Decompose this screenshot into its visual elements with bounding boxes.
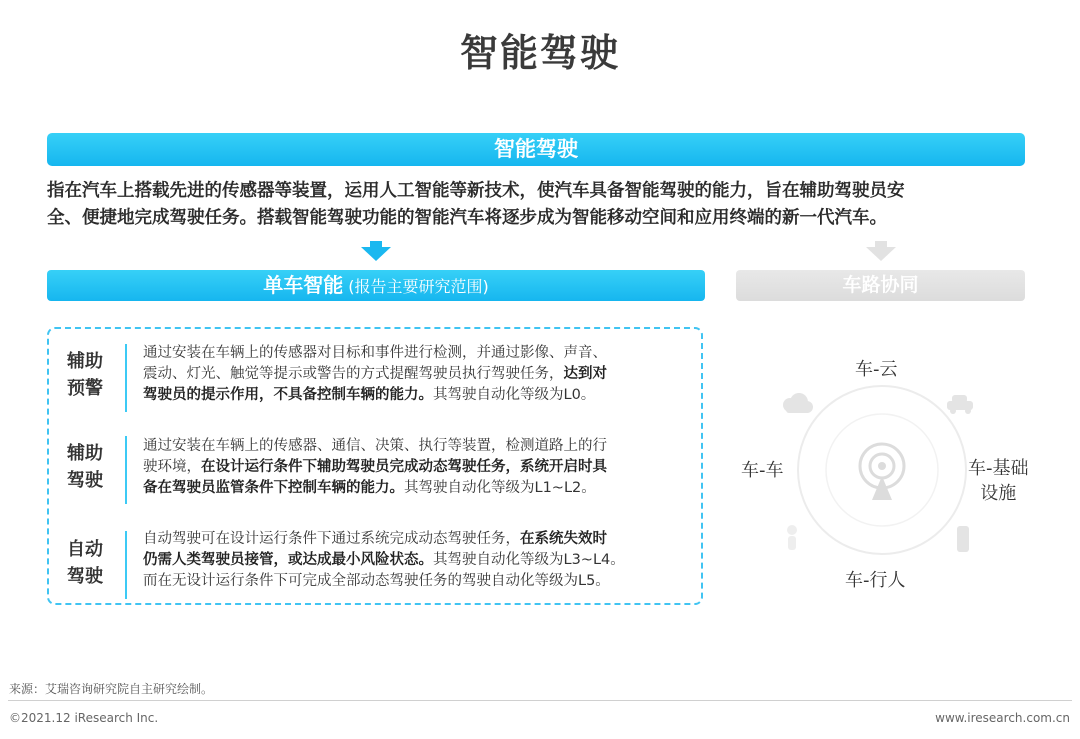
row-text-line [143, 550, 688, 571]
car-icon [947, 395, 973, 414]
signal-tower-icon [860, 444, 904, 500]
page-title: 智能驾驶 [459, 31, 620, 75]
source-note: 来源：艾瑞咨询研究院自主研究绘制。 [9, 682, 214, 696]
row-label-line: 驾驶 [67, 470, 103, 491]
row-text-line [143, 478, 688, 499]
label-vehicle-infrastructure [968, 456, 1029, 506]
vehicle-road-cooperation-banner: 车路协同 [736, 270, 1025, 301]
section-title: 单车智能 [263, 273, 344, 297]
row-text-normal: 震动、灯光、触觉等提示或警告的方式提醒驾驶员执行驾驶任务， [143, 366, 564, 382]
single-vehicle-intelligence-banner [47, 270, 705, 301]
pedestrian-icon [787, 525, 797, 550]
row-label-line: 自动 [67, 539, 103, 560]
row-text-warning [143, 343, 688, 406]
row-text-line [143, 529, 688, 550]
row-divider [125, 531, 127, 599]
row-text-line: 通过安装在车辆上的传感器、通信、决策、执行等装置，检测道路上的行 [143, 438, 607, 454]
top-banner: 智能驾驶 [47, 133, 1025, 166]
row-text-normal: 驶环境， [143, 459, 201, 475]
row-text-bold: 在系统失效时 [520, 531, 607, 547]
row-divider [125, 344, 127, 412]
website-link[interactable]: www.iresearch.com.cn [935, 711, 1070, 725]
row-text-line: 通过安装在车辆上的传感器对目标和事件进行检测，并通过影像、声音、 [143, 345, 607, 361]
footer-divider [8, 700, 1072, 701]
row-text-bold: 达到对 [563, 366, 607, 382]
description [47, 178, 1037, 232]
label-vehicle-pedestrian: 车-行人 [845, 570, 906, 591]
row-text-bold: 驾驶员的提示作用，不具备控制车辆的能力。 [143, 387, 433, 403]
section-subtitle: (报告主要研究范围) [348, 277, 489, 296]
row-text-line [143, 364, 688, 385]
row-text-autonomous [143, 529, 688, 592]
row-label-autonomous [55, 536, 115, 590]
cloud-icon [783, 393, 813, 413]
row-text-bold: 仍需人类驾驶员接管，或达成最小风险状态。 [143, 552, 433, 568]
row-label-line: 驾驶 [67, 566, 103, 587]
row-text-assist [143, 436, 688, 499]
row-text-normal: 其驾驶自动化等级为L0。 [433, 387, 596, 403]
description-line-1: 指在汽车上搭载先进的传感器等装置，运用人工智能等新技术，使汽车具备智能驾驶的能力，旨在辅助驾驶员安 [47, 181, 905, 201]
row-label-warning [55, 348, 115, 402]
description-line-2: 全、便捷地完成驾驶任务。搭载智能驾驶功能的智能汽车将逐步成为智能移动空间和应用终端的新一代汽车。 [47, 208, 887, 228]
row-text-line [143, 385, 688, 406]
down-arrow-gray-icon [866, 241, 896, 263]
row-text-line: 而在无设计运行条件下可完成全部动态驾驶任务的驾驶自动化等级为L5。 [143, 573, 610, 589]
row-text-line [143, 457, 688, 478]
row-label-assist [55, 440, 115, 494]
row-label-line: 预警 [67, 378, 103, 399]
row-divider [125, 436, 127, 504]
traffic-light-icon [957, 526, 969, 552]
copyright: ©2021.12 iResearch Inc. [9, 711, 159, 725]
label-line: 车-基础 [968, 458, 1029, 479]
row-label-line: 辅助 [67, 351, 103, 372]
down-arrow-icon [361, 241, 391, 263]
row-text-normal: 其驾驶自动化等级为L3~L4。 [433, 552, 625, 568]
row-text-bold: 在设计运行条件下辅助驾驶员完成动态驾驶任务，系统开启时具 [201, 459, 607, 475]
row-text-normal: 自动驾驶可在设计运行条件下通过系统完成动态驾驶任务， [143, 531, 520, 547]
label-vehicle-vehicle: 车-车 [741, 460, 784, 481]
row-text-bold: 备在驾驶员监管条件下控制车辆的能力。 [143, 480, 404, 496]
label-vehicle-cloud: 车-云 [855, 359, 898, 380]
row-label-line: 辅助 [67, 443, 103, 464]
row-text-normal: 其驾驶自动化等级为L1~L2。 [404, 480, 596, 496]
label-line: 设施 [980, 483, 1017, 504]
